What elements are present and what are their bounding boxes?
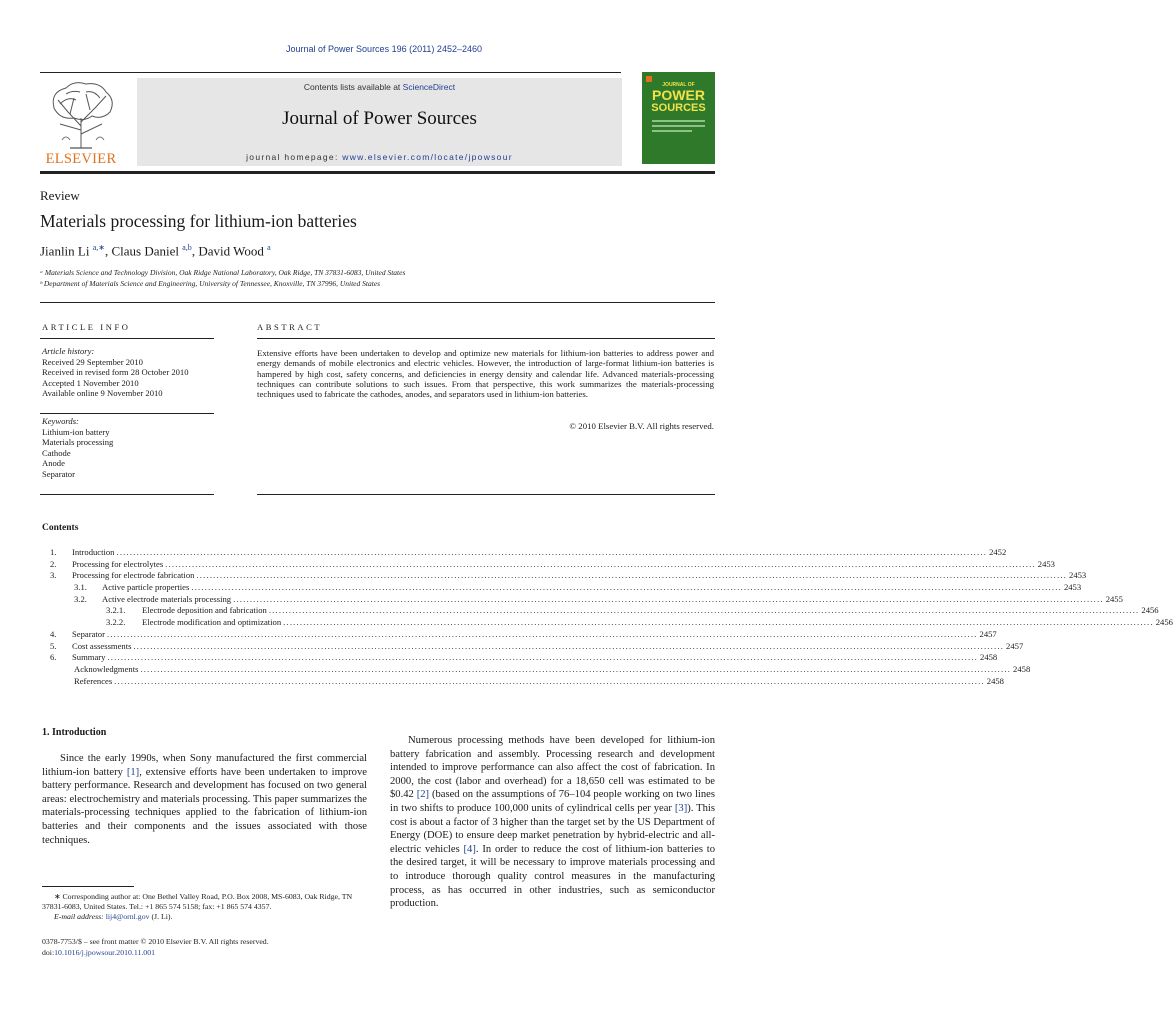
reference-citation-link[interactable]: [2]: [416, 789, 430, 801]
toc-number: 3.2.1.: [106, 605, 126, 616]
toc-title[interactable]: Electrode deposition and fabrication: [142, 605, 267, 616]
cover-stripe: [652, 125, 705, 127]
reference-citation-link[interactable]: [3]: [674, 802, 688, 814]
history-online: Available online 9 November 2010: [42, 388, 163, 398]
toc-page-number: 2457: [1006, 640, 1024, 651]
toc-entry[interactable]: [42, 593, 1123, 606]
section-rule: [40, 302, 715, 303]
keywords-label: Keywords:: [42, 416, 79, 426]
journal-citation-link[interactable]: [0, 44, 768, 54]
toc-entry[interactable]: [42, 640, 1024, 653]
journal-homepage-line: [137, 152, 622, 162]
toc-page-number: 2458: [1013, 663, 1031, 674]
toc-number: 6.: [50, 652, 57, 663]
toc-leader-dots: ....................................................................................................................................................................................................................................................................: [107, 652, 979, 663]
history-label: Article history:: [42, 346, 95, 356]
toc-number: 2.: [50, 558, 57, 569]
toc-leader-dots: ....................................................................................................................................................................................................................................................................: [191, 582, 1062, 593]
article-type: Review: [40, 188, 80, 203]
toc-title[interactable]: Active electrode materials processing: [102, 593, 232, 604]
cover-stripe: [652, 130, 692, 132]
author-email-link[interactable]: lij4@ornl.gov: [105, 912, 150, 921]
homepage-prefix: journal homepage:: [246, 152, 343, 162]
paragraph-text: Since the early 1990s, when Sony manufactured the first commercial lithium-ion battery: [42, 753, 367, 778]
toc-leader-dots: ....................................................................................................................................................................................................................................................................: [283, 617, 1154, 628]
toc-page-number: 2458: [986, 675, 1004, 686]
toc-leader-dots: ....................................................................................................................................................................................................................................................................: [196, 570, 1068, 581]
paragraph-text: . In order to reduce the cost of lithium-ion batteries to the desired target, it will be necessary to improve materials processing and to introduce thorough quality control measures in the manufacturing process, as has occurred in other industries, such as semiconductor production.: [390, 843, 715, 910]
header-rule: [40, 72, 621, 73]
toc-entry[interactable]: [42, 617, 1173, 629]
intro-paragraph-col2: [390, 734, 715, 911]
paragraph-text: Numerous processing methods have been developed for lithium-ion battery fabrication and assembly. Processing research and development intended to improve performance can also affect the cost of fabrication. In 2000, the cost (labor and overhead) for a 18,650 cell was estimated to be $0.42: [390, 735, 715, 801]
author-name[interactable]: David Wood: [198, 243, 264, 259]
toc-leader-dots: ....................................................................................................................................................................................................................................................................: [116, 547, 988, 557]
contents-prefix: Contents lists available at: [303, 82, 403, 92]
info-rule: [40, 413, 214, 414]
article-history: [42, 346, 212, 399]
article-info-heading: ARTICLE INFO: [42, 322, 131, 332]
cover-line-2: POWER: [652, 87, 705, 103]
toc-title[interactable]: Acknowledgments: [74, 663, 139, 674]
toc-leader-dots: ....................................................................................................................................................................................................................................................................: [233, 593, 1104, 604]
keywords: [42, 416, 212, 479]
toc-leader-dots: ....................................................................................................................................................................................................................................................................: [106, 628, 978, 639]
sciencedirect-link[interactable]: ScienceDirect: [402, 82, 456, 92]
toc-number: 1.: [50, 547, 57, 557]
toc-title[interactable]: Separator: [72, 628, 105, 639]
abstract-rule: [257, 494, 715, 495]
author-name[interactable]: Claus Daniel: [111, 243, 179, 259]
history-revised: Received in revised form 28 October 2010: [42, 367, 189, 377]
paragraph-text: (based on the assumptions of 76–104 people working on two lines in two shifts to produce 100,000 units of cylindrical cells per year: [390, 789, 715, 814]
toc-number: 3.2.: [74, 593, 87, 604]
doi-line: [42, 948, 367, 959]
toc-leader-dots: ....................................................................................................................................................................................................................................................................: [114, 675, 985, 686]
toc-leader-dots: ....................................................................................................................................................................................................................................................................: [140, 663, 1012, 674]
toc-entry[interactable]: [42, 675, 1004, 688]
doi-link[interactable]: 10.1016/j.jpowsour.2010.11.001: [54, 947, 155, 957]
toc-title[interactable]: Electrode modification and optimization: [142, 617, 282, 628]
footnote-email-line: [42, 912, 367, 922]
toc-page-number: 2457: [979, 628, 997, 639]
citation-text[interactable]: Journal of Power Sources 196 (2011) 2452–2460: [286, 44, 482, 54]
toc-entry[interactable]: [42, 582, 1082, 594]
contents-available-line: [137, 82, 622, 92]
toc-leader-dots: ....................................................................................................................................................................................................................................................................: [133, 640, 1005, 651]
author-affiliation-sup[interactable]: a,∗: [92, 243, 105, 252]
contents-heading: Contents: [42, 523, 79, 533]
toc-page-number: 2453: [1037, 558, 1055, 569]
paragraph-text: , extensive efforts have been undertaken to improve battery performance. Research and development has focused on two general areas: electrochemistry and materials processing. This paper summarizes the materials-processing techniques applied to the fabrication of lithium-ion batteries and their components and the issues associated with those techniques.: [42, 766, 367, 846]
toc-page-number: 2456: [1141, 605, 1159, 616]
toc-number: 3.: [50, 570, 57, 581]
abstract-text: Extensive efforts have been undertaken to develop and optimize new materials for lithium-ion batteries to address power and energy demands of mobile electronics and electric vehicles. However, the introduction of large-format lithium-ion batteries is hampered by high cost, safety concerns, and deficiencies in energy density and calendar life. Advanced materials-processing techniques can contribute solutions to such issues. From that perspective, this work summarizes the materials-processing techniques used to fabricate the cathodes, anodes, and separators used in lithium-ion batteries.: [257, 348, 714, 400]
cover-line-3: SOURCES: [651, 102, 706, 114]
abstract-heading: ABSTRACT: [257, 322, 323, 332]
toc-number: 5.: [50, 640, 57, 651]
toc-number: 4.: [50, 628, 57, 639]
toc-entry[interactable]: [42, 547, 1007, 559]
toc-title[interactable]: Processing for electrolytes: [72, 558, 164, 569]
toc-page-number: 2455: [1105, 593, 1123, 604]
reference-citation-link[interactable]: [4]: [463, 843, 476, 855]
toc-entry[interactable]: [42, 663, 1031, 676]
info-rule: [40, 338, 214, 339]
toc-entry[interactable]: [42, 605, 1159, 617]
footnote-email-suffix: (J. Li).: [149, 912, 173, 921]
toc-page-number: 2452: [989, 547, 1007, 557]
keyword: Separator: [42, 468, 75, 479]
abstract-rule: [257, 338, 715, 339]
toc-number: 3.1.: [74, 582, 87, 593]
issn-line: 0378-7753/$ – see front matter © 2010 Elsevier B.V. All rights reserved.: [42, 937, 269, 946]
homepage-link[interactable]: www.elsevier.com/locate/jpowsour: [342, 152, 513, 162]
toc-number: 3.2.2.: [106, 617, 126, 628]
doi-prefix: doi:: [42, 947, 55, 957]
journal-title: Journal of Power Sources: [282, 108, 477, 129]
author-name[interactable]: Jianlin Li: [40, 243, 90, 259]
intro-paragraph: [42, 752, 367, 847]
corresponding-author-footnote: [42, 892, 367, 922]
affiliation-a: ᵃ Materials Science and Technology Division, Oak Ridge National Laboratory, Oak Ridge, TN 37831-6083, United States: [40, 268, 406, 277]
table-of-contents: [42, 547, 1173, 687]
toc-title[interactable]: Processing for electrode fabrication: [72, 570, 195, 581]
toc-entry[interactable]: [42, 652, 998, 664]
abstract-copyright: © 2010 Elsevier B.V. All rights reserved.: [569, 421, 714, 431]
footnote-rule: [42, 886, 134, 887]
issn-doi-block: [42, 937, 367, 958]
toc-page-number: 2458: [980, 652, 998, 663]
toc-leader-dots: ....................................................................................................................................................................................................................................................................: [165, 558, 1036, 569]
toc-title[interactable]: Summary: [72, 652, 106, 663]
toc-entry[interactable]: [42, 558, 1055, 571]
toc-title[interactable]: Active particle properties: [102, 582, 190, 593]
toc-title[interactable]: References: [74, 675, 113, 686]
keyword: Cathode: [42, 447, 71, 458]
history-received: Received 29 September 2010: [42, 356, 143, 367]
info-rule: [40, 494, 214, 495]
author-affiliation-sup[interactable]: a: [267, 243, 271, 252]
reference-citation-link[interactable]: [1]: [126, 766, 140, 778]
toc-page-number: 2453: [1069, 570, 1087, 581]
toc-page-number: 2456: [1155, 617, 1173, 628]
publisher-name: ELSEVIER: [45, 151, 117, 167]
header-thick-rule: [40, 171, 715, 174]
history-accepted: Accepted 1 November 2010: [42, 377, 139, 388]
affiliation-b: ᵇ Department of Materials Science and Engineering, University of Tennessee, Knoxville, TN 37996, United States: [40, 279, 381, 288]
toc-title[interactable]: Cost assessments: [72, 640, 132, 651]
footnote-email-label: E-mail address:: [54, 912, 104, 921]
article-title: Materials processing for lithium-ion batteries: [40, 211, 357, 231]
keyword: Anode: [42, 458, 65, 468]
footnote-address: ∗ Corresponding author at: One Bethel Valley Road, P.O. Box 2008, MS-6083, Oak Ridge, TN 37831-6083, United States. Tel.: +1 865 574 5158; fax: +1 865 574 4357.: [42, 892, 353, 911]
journal-cover-thumbnail: [642, 72, 715, 164]
paragraph-text: ). This cost is about a factor of 3 higher than the target set by the US Department of Energy (DOE) to ensure deep market penetration by hybrid-electric and all-electric vehicles: [390, 802, 715, 855]
toc-entry[interactable]: [42, 628, 997, 641]
section-heading-introduction: 1. Introduction: [42, 727, 107, 738]
author-list: Jianlin Li $^{a,∗}$, Claus Daniel $^{a,b}$, David Wood $^a$: [40, 243, 271, 259]
toc-title[interactable]: Introduction: [72, 547, 115, 557]
toc-leader-dots: ....................................................................................................................................................................................................................................................................: [268, 605, 1140, 616]
keyword: Materials processing: [42, 437, 114, 447]
toc-page-number: 2453: [1063, 582, 1082, 593]
keyword: Lithium-ion battery: [42, 426, 110, 437]
author-affiliation-sup[interactable]: a,b: [182, 243, 192, 252]
cover-line-1: JOURNAL OF: [662, 82, 695, 88]
toc-entry[interactable]: [42, 570, 1087, 582]
cover-stripe: [652, 120, 705, 122]
